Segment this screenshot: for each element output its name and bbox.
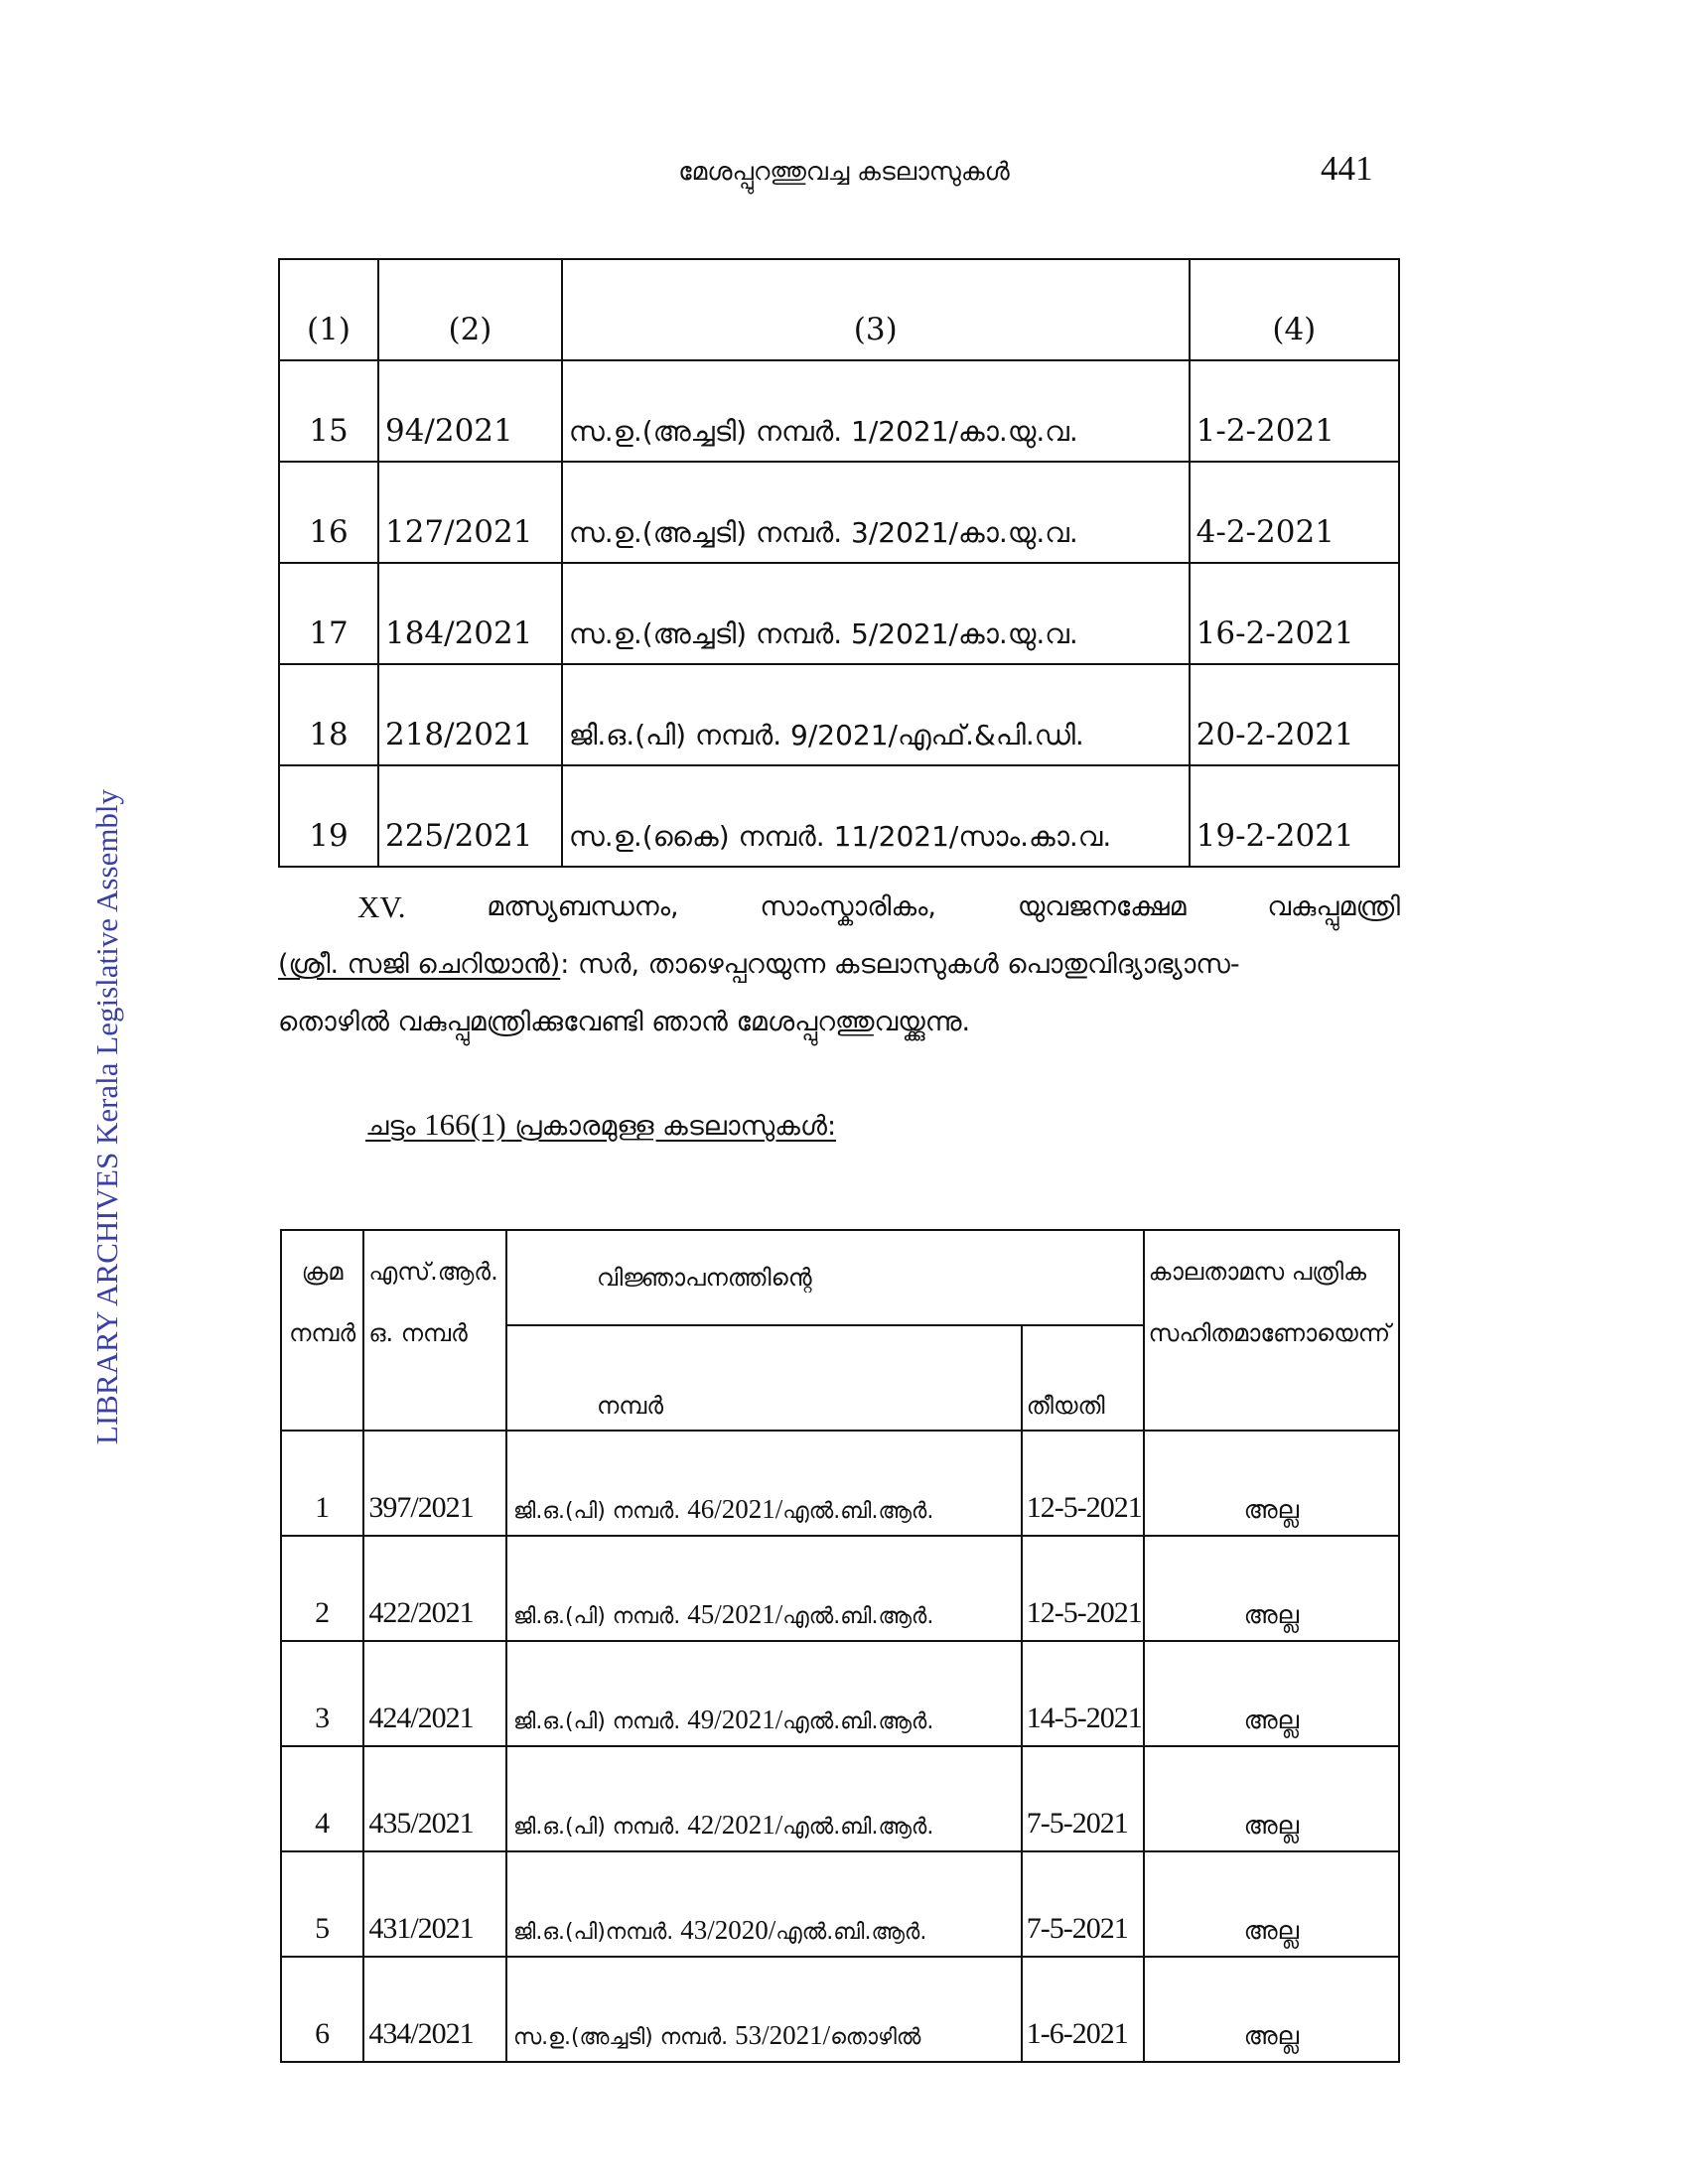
serial-cell: 19	[279, 765, 378, 867]
order-prefix: ജി.ഒ.(പി) നമ്പർ.	[512, 1499, 688, 1524]
order-prefix: ജി.ഒ.(പി) നമ്പർ.	[512, 1709, 688, 1734]
order-prefix: ജി.ഒ.(പി) നമ്പർ.	[512, 1604, 688, 1629]
order-cell	[506, 1431, 1022, 1536]
item-number: XV.	[357, 889, 406, 924]
date-cell: 14-5-2021	[1022, 1641, 1144, 1746]
serial-cell: 6	[281, 1957, 363, 2062]
sro-header	[363, 1230, 506, 1431]
delay-header	[1144, 1230, 1399, 1431]
date-cell: 7-5-2021	[1022, 1746, 1144, 1851]
statement-line	[357, 879, 1400, 936]
sro-cell: 184/2021	[378, 563, 562, 664]
statement-line	[278, 936, 1400, 994]
sro-cell: 431/2021	[363, 1851, 506, 1957]
delay-cell: അല്ല	[1144, 1851, 1399, 1957]
order-number: 49/2021/	[687, 1705, 783, 1734]
sro-cell: 218/2021	[378, 664, 562, 765]
order-prefix: ജി.ഒ.(പി)നമ്പർ.	[512, 1920, 681, 1945]
serial-header	[281, 1230, 363, 1431]
table-row	[281, 1957, 1399, 2062]
date-cell: 1-2-2021	[1190, 360, 1399, 462]
table-row	[281, 1641, 1399, 1746]
column-header: (1)	[279, 259, 378, 360]
serial-cell: 17	[279, 563, 378, 664]
header-line: എസ്.ആർ.	[368, 1258, 498, 1286]
speaker-name: (ശ്രീ. സജി ചെറിയാൻ)	[278, 949, 561, 980]
date-cell: 7-5-2021	[1022, 1851, 1144, 1957]
order-cell: സ.ഉ.(കൈ) നമ്പർ. 11/2021/സാം.കാ.വ.	[562, 765, 1190, 867]
date-header: തീയതി	[1022, 1325, 1144, 1431]
order-cell	[506, 1957, 1022, 2062]
header-line: കാലതാമസ പത്രിക	[1148, 1258, 1367, 1286]
rule-suffix: പ്രകാരമുള്ള കടലാസുകൾ:	[505, 1111, 837, 1142]
running-head: മേശപ്പുറത്തുവച്ച കടലാസുകൾ	[678, 157, 1010, 186]
order-number: 45/2021/	[687, 1599, 783, 1629]
table-row	[281, 1431, 1399, 1536]
order-cell	[506, 1536, 1022, 1641]
table-row	[281, 1746, 1399, 1851]
table-row	[279, 360, 1399, 462]
order-prefix: ജി.ഒ.(പി) നമ്പർ.	[512, 1815, 688, 1840]
order-number: 46/2021/	[687, 1494, 783, 1524]
sro-cell: 397/2021	[363, 1431, 506, 1536]
header-line: നമ്പർ	[289, 1319, 356, 1347]
table-row	[281, 1851, 1399, 1957]
order-suffix: എൽ.ബി.ആർ.	[775, 1920, 927, 1945]
table-row	[279, 563, 1399, 664]
table-header-row	[281, 1230, 1399, 1325]
order-cell	[506, 1851, 1022, 1957]
sro-cell: 435/2021	[363, 1746, 506, 1851]
documents-table-continued	[278, 258, 1400, 868]
serial-cell: 2	[281, 1536, 363, 1641]
sro-cell: 422/2021	[363, 1536, 506, 1641]
order-cell: സ.ഉ.(അച്ചടി) നമ്പർ. 1/2021/കാ.യു.വ.	[562, 360, 1190, 462]
page-number: 441	[1321, 149, 1373, 188]
sro-cell: 94/2021	[378, 360, 562, 462]
number-header: നമ്പർ	[506, 1325, 1022, 1431]
column-header: (3)	[562, 259, 1190, 360]
date-cell: 19-2-2021	[1190, 765, 1399, 867]
statement-word: യുവജനക്ഷേമ	[1017, 891, 1187, 922]
rule-prefix: ചട്ടം	[365, 1111, 425, 1142]
date-cell: 12-5-2021	[1022, 1431, 1144, 1536]
rule-166-documents-table	[280, 1229, 1400, 2063]
rule-number: 166(1)	[424, 1107, 506, 1142]
order-suffix: എൽ.ബി.ആർ.	[782, 1499, 934, 1524]
serial-cell: 16	[279, 462, 378, 563]
delay-cell: അല്ല	[1144, 1746, 1399, 1851]
statement-word: മത്സ്യബന്ധനം,	[487, 891, 679, 922]
delay-cell: അല്ല	[1144, 1641, 1399, 1746]
serial-cell: 4	[281, 1746, 363, 1851]
date-cell: 20-2-2021	[1190, 664, 1399, 765]
order-cell	[506, 1746, 1022, 1851]
order-cell	[506, 1641, 1022, 1746]
order-suffix: തൊഴിൽ	[830, 2025, 921, 2050]
date-cell: 1-6-2021	[1022, 1957, 1144, 2062]
order-suffix: എൽ.ബി.ആർ.	[782, 1815, 934, 1840]
order-prefix: സ.ഉ.(അച്ചടി) നമ്പർ.	[512, 2025, 736, 2050]
serial-cell: 5	[281, 1851, 363, 1957]
table-row	[279, 462, 1399, 563]
header-line: ഒ. നമ്പർ	[368, 1319, 468, 1347]
table-header-row	[279, 259, 1399, 360]
sro-cell: 434/2021	[363, 1957, 506, 2062]
order-suffix: എൽ.ബി.ആർ.	[782, 1604, 934, 1629]
notification-header: വിജ്ഞാപനത്തിന്റെ	[506, 1230, 1144, 1325]
statement-line: തൊഴിൽ വകുപ്പുമന്ത്രിക്കുവേണ്ടി ഞാൻ മേശപ്പുറത്തുവയ്ക്കുന്നു.	[278, 1007, 971, 1037]
serial-cell: 15	[279, 360, 378, 462]
minister-statement	[278, 879, 1400, 1051]
serial-cell: 3	[281, 1641, 363, 1746]
date-cell: 16-2-2021	[1190, 563, 1399, 664]
order-suffix: എൽ.ബി.ആർ.	[782, 1709, 934, 1734]
table-row	[279, 765, 1399, 867]
statement-word: വകുപ്പുമന്ത്രി	[1267, 891, 1400, 922]
sro-cell: 424/2021	[363, 1641, 506, 1746]
delay-cell: അല്ല	[1144, 1536, 1399, 1641]
order-cell: സ.ഉ.(അച്ചടി) നമ്പർ. 5/2021/കാ.യു.വ.	[562, 563, 1190, 664]
order-cell: ജി.ഒ.(പി) നമ്പർ. 9/2021/എഫ്.&പി.ഡി.	[562, 664, 1190, 765]
sro-cell: 225/2021	[378, 765, 562, 867]
rule-heading	[365, 1107, 836, 1143]
order-number: 53/2021/	[735, 2020, 831, 2050]
sro-cell: 127/2021	[378, 462, 562, 563]
table-row	[279, 664, 1399, 765]
header-line: സഹിതമാണോയെന്ന്	[1148, 1319, 1391, 1347]
order-cell: സ.ഉ.(അച്ചടി) നമ്പർ. 3/2021/കാ.യു.വ.	[562, 462, 1190, 563]
column-header: (4)	[1190, 259, 1399, 360]
table-row	[281, 1536, 1399, 1641]
date-cell: 4-2-2021	[1190, 462, 1399, 563]
column-header: (2)	[378, 259, 562, 360]
serial-cell: 18	[279, 664, 378, 765]
serial-cell: 1	[281, 1431, 363, 1536]
date-cell: 12-5-2021	[1022, 1536, 1144, 1641]
archive-watermark: LIBRARY ARCHIVES Kerala Legislative Assembly	[89, 788, 124, 1445]
delay-cell: അല്ല	[1144, 1957, 1399, 2062]
delay-cell: അല്ല	[1144, 1431, 1399, 1536]
order-number: 42/2021/	[687, 1810, 783, 1840]
statement-text: : സർ, താഴെപ്പറയുന്ന കടലാസുകൾ പൊതുവിദ്യാഭ്യാസ-	[560, 949, 1240, 980]
header-line: ക്രമ	[301, 1258, 344, 1286]
order-number: 43/2020/	[680, 1915, 776, 1945]
statement-word: സാംസ്കാരികം,	[760, 891, 936, 922]
